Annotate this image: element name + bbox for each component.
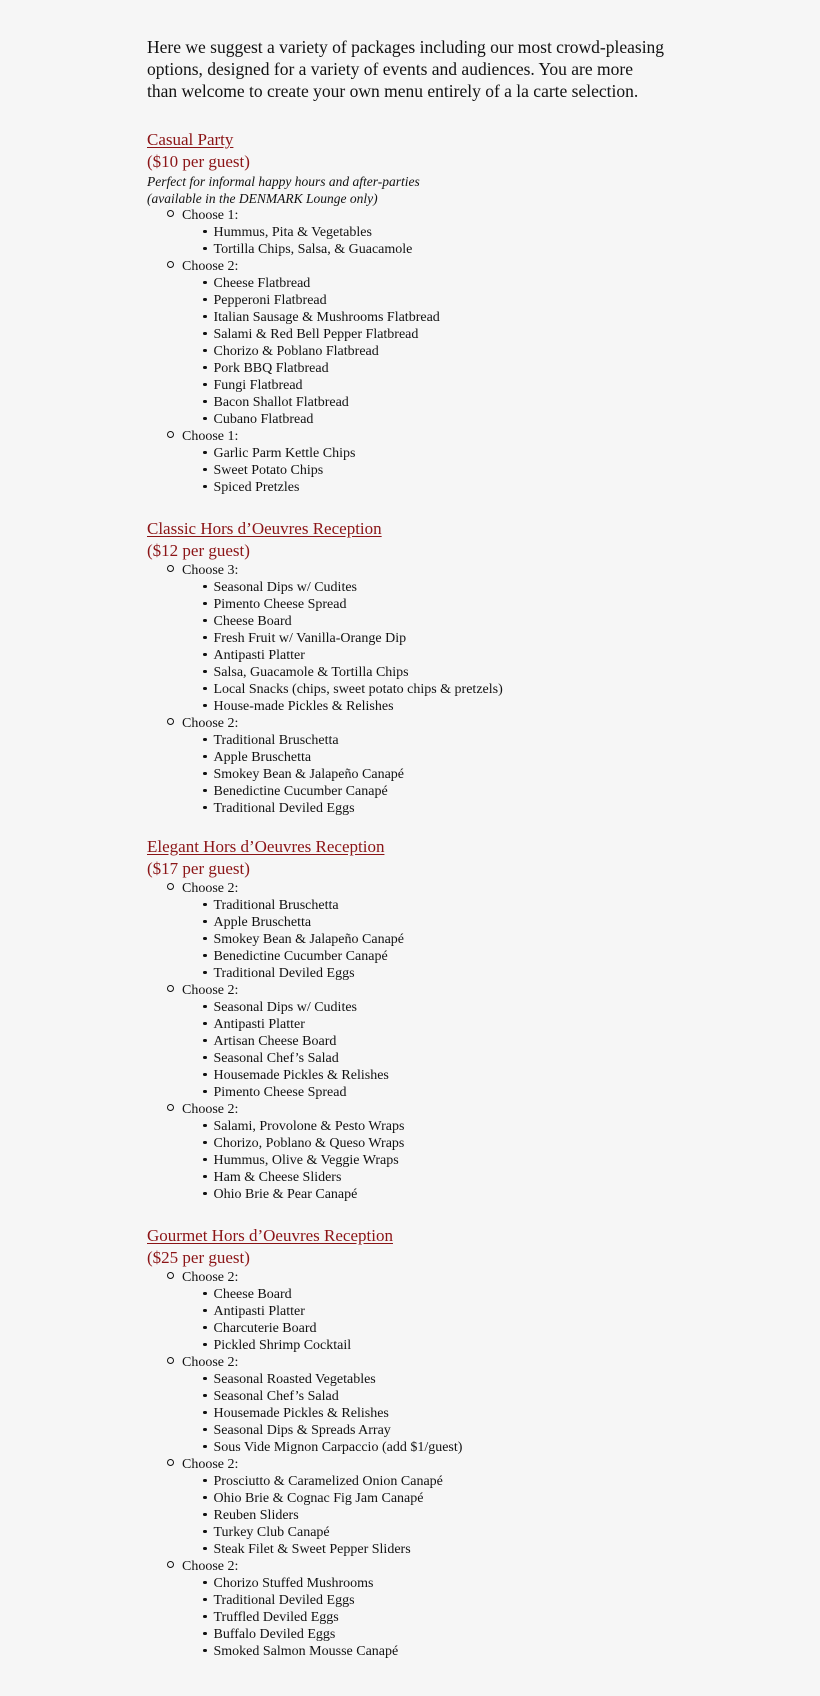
menu-item: Charcuterie Board xyxy=(203,1320,707,1337)
menu-item: Buffalo Deviled Eggs xyxy=(203,1626,707,1643)
intro-paragraph: Here we suggest a variety of packages including our most crowd-pleasing options, designed for a variety of events and audiences. You are more than welcome to create your own menu entirely of a la carte selection. xyxy=(147,37,665,101)
choice-group xyxy=(167,1269,707,1354)
menu-item: Salami & Red Bell Pepper Flatbread xyxy=(203,326,707,343)
choice-group xyxy=(167,428,707,496)
section-spacer xyxy=(147,817,707,836)
choice-group xyxy=(167,562,707,715)
choice-group-label: Choose 2: xyxy=(167,1269,707,1286)
choice-group-label: Choose 2: xyxy=(167,1354,707,1371)
choice-group-label: Choose 2: xyxy=(167,1558,707,1575)
section-spacer xyxy=(147,1203,707,1225)
choice-group-label: Choose 2: xyxy=(167,258,707,275)
choice-group xyxy=(167,1456,707,1558)
choice-group-label: Choose 3: xyxy=(167,562,707,579)
choice-group-label: Choose 2: xyxy=(167,982,707,999)
menu-item: Housemade Pickles & Relishes xyxy=(203,1067,707,1084)
choice-groups xyxy=(147,1269,707,1660)
menu-item: Antipasti Platter xyxy=(203,1303,707,1320)
choice-group xyxy=(167,207,707,258)
choice-group-label: Choose 2: xyxy=(167,880,707,897)
menu-item: Traditional Deviled Eggs xyxy=(203,800,707,817)
package-title: Casual Party xyxy=(147,130,234,149)
choice-group xyxy=(167,1558,707,1660)
menu-item: Salsa, Guacamole & Tortilla Chips xyxy=(203,664,707,681)
menu-item: Seasonal Dips w/ Cudites xyxy=(203,999,707,1016)
menu-item: Seasonal Dips & Spreads Array xyxy=(203,1422,707,1439)
menu-item: Apple Bruschetta xyxy=(203,749,707,766)
menu-items xyxy=(167,1286,707,1354)
choice-group xyxy=(167,258,707,428)
menu-item: Prosciutto & Caramelized Onion Canapé xyxy=(203,1473,707,1490)
menu-item: Ohio Brie & Pear Canapé xyxy=(203,1186,707,1203)
choice-group xyxy=(167,715,707,817)
menu-item: Hummus, Pita & Vegetables xyxy=(203,224,707,241)
menu-item: Pork BBQ Flatbread xyxy=(203,360,707,377)
package-section xyxy=(147,1225,707,1660)
menu-item: Pimento Cheese Spread xyxy=(203,1084,707,1101)
menu-item: Seasonal Chef’s Salad xyxy=(203,1388,707,1405)
menu-item: Sous Vide Mignon Carpaccio (add $1/guest) xyxy=(203,1439,707,1456)
menu-item: Ohio Brie & Cognac Fig Jam Canapé xyxy=(203,1490,707,1507)
menu-item: Chorizo Stuffed Mushrooms xyxy=(203,1575,707,1592)
package-title: Classic Hors d’Oeuvres Reception xyxy=(147,519,382,538)
menu-items xyxy=(167,897,707,982)
menu-item: Truffled Deviled Eggs xyxy=(203,1609,707,1626)
section-spacer xyxy=(147,496,707,518)
choice-group-label: Choose 1: xyxy=(167,207,707,224)
menu-item: Hummus, Olive & Veggie Wraps xyxy=(203,1152,707,1169)
menu-item: Smokey Bean & Jalapeño Canapé xyxy=(203,766,707,783)
choice-group xyxy=(167,982,707,1101)
menu-item: Benedictine Cucumber Canapé xyxy=(203,948,707,965)
choice-group xyxy=(167,1354,707,1456)
menu-item: Fresh Fruit w/ Vanilla-Orange Dip xyxy=(203,630,707,647)
menu-item: Local Snacks (chips, sweet potato chips & pretzels) xyxy=(203,681,707,698)
menu-items xyxy=(167,275,707,428)
package-note: (available in the DENMARK Lounge only) xyxy=(147,191,378,206)
choice-group xyxy=(167,880,707,982)
menu-item: Seasonal Roasted Vegetables xyxy=(203,1371,707,1388)
menu-items xyxy=(167,445,707,496)
menu-item: Benedictine Cucumber Canapé xyxy=(203,783,707,800)
package-price: ($25 per guest) xyxy=(147,1248,250,1267)
choice-group-label: Choose 1: xyxy=(167,428,707,445)
choice-groups xyxy=(147,880,707,1203)
package-price: ($17 per guest) xyxy=(147,859,250,878)
package-section xyxy=(147,518,707,817)
menu-item: Smokey Bean & Jalapeño Canapé xyxy=(203,931,707,948)
menu-item: Traditional Bruschetta xyxy=(203,897,707,914)
menu-items xyxy=(167,1575,707,1660)
menu-item: Antipasti Platter xyxy=(203,647,707,664)
menu-item: Traditional Bruschetta xyxy=(203,732,707,749)
package-section xyxy=(147,129,707,496)
menu-item: Turkey Club Canapé xyxy=(203,1524,707,1541)
menu-item: Pimento Cheese Spread xyxy=(203,596,707,613)
package-title: Gourmet Hors d’Oeuvres Reception xyxy=(147,1226,393,1245)
choice-group-label: Choose 2: xyxy=(167,1101,707,1118)
menu-item: Seasonal Chef’s Salad xyxy=(203,1050,707,1067)
menu-item: Salami, Provolone & Pesto Wraps xyxy=(203,1118,707,1135)
menu-items xyxy=(167,579,707,715)
choice-group xyxy=(167,1101,707,1203)
choice-groups xyxy=(147,207,707,496)
menu-item: Seasonal Dips w/ Cudites xyxy=(203,579,707,596)
package-price: ($10 per guest) xyxy=(147,152,250,171)
choice-group-label: Choose 2: xyxy=(167,1456,707,1473)
menu-item: Smoked Salmon Mousse Canapé xyxy=(203,1643,707,1660)
package-note: Perfect for informal happy hours and after-parties xyxy=(147,174,420,189)
menu-item: Spiced Pretzles xyxy=(203,479,707,496)
menu-items xyxy=(167,1371,707,1456)
menu-item: Cheese Board xyxy=(203,613,707,630)
menu-item: Artisan Cheese Board xyxy=(203,1033,707,1050)
menu-item: Garlic Parm Kettle Chips xyxy=(203,445,707,462)
package-price: ($12 per guest) xyxy=(147,541,250,560)
menu-item: Chorizo, Poblano & Queso Wraps xyxy=(203,1135,707,1152)
menu-item: Cheese Flatbread xyxy=(203,275,707,292)
menu-item: Reuben Sliders xyxy=(203,1507,707,1524)
menu-items xyxy=(167,999,707,1101)
menu-items xyxy=(167,1473,707,1558)
choice-group-label: Choose 2: xyxy=(167,715,707,732)
menu-items xyxy=(167,1118,707,1203)
menu-items xyxy=(167,224,707,258)
menu-item: House-made Pickles & Relishes xyxy=(203,698,707,715)
menu-item: Italian Sausage & Mushrooms Flatbread xyxy=(203,309,707,326)
menu-item: Traditional Deviled Eggs xyxy=(203,965,707,982)
menu-item: Pickled Shrimp Cocktail xyxy=(203,1337,707,1354)
menu-item: Steak Filet & Sweet Pepper Sliders xyxy=(203,1541,707,1558)
menu-item: Housemade Pickles & Relishes xyxy=(203,1405,707,1422)
menu-item: Bacon Shallot Flatbread xyxy=(203,394,707,411)
package-section xyxy=(147,836,707,1203)
menu-item: Cheese Board xyxy=(203,1286,707,1303)
menu-item: Traditional Deviled Eggs xyxy=(203,1592,707,1609)
menu-document xyxy=(147,36,707,1660)
choice-groups xyxy=(147,562,707,817)
packages-list xyxy=(147,129,707,1660)
menu-item: Chorizo & Poblano Flatbread xyxy=(203,343,707,360)
menu-item: Fungi Flatbread xyxy=(203,377,707,394)
menu-item: Pepperoni Flatbread xyxy=(203,292,707,309)
menu-item: Cubano Flatbread xyxy=(203,411,707,428)
menu-item: Antipasti Platter xyxy=(203,1016,707,1033)
menu-item: Sweet Potato Chips xyxy=(203,462,707,479)
menu-item: Apple Bruschetta xyxy=(203,914,707,931)
package-title: Elegant Hors d’Oeuvres Reception xyxy=(147,837,385,856)
menu-item: Ham & Cheese Sliders xyxy=(203,1169,707,1186)
menu-items xyxy=(167,732,707,817)
menu-item: Tortilla Chips, Salsa, & Guacamole xyxy=(203,241,707,258)
